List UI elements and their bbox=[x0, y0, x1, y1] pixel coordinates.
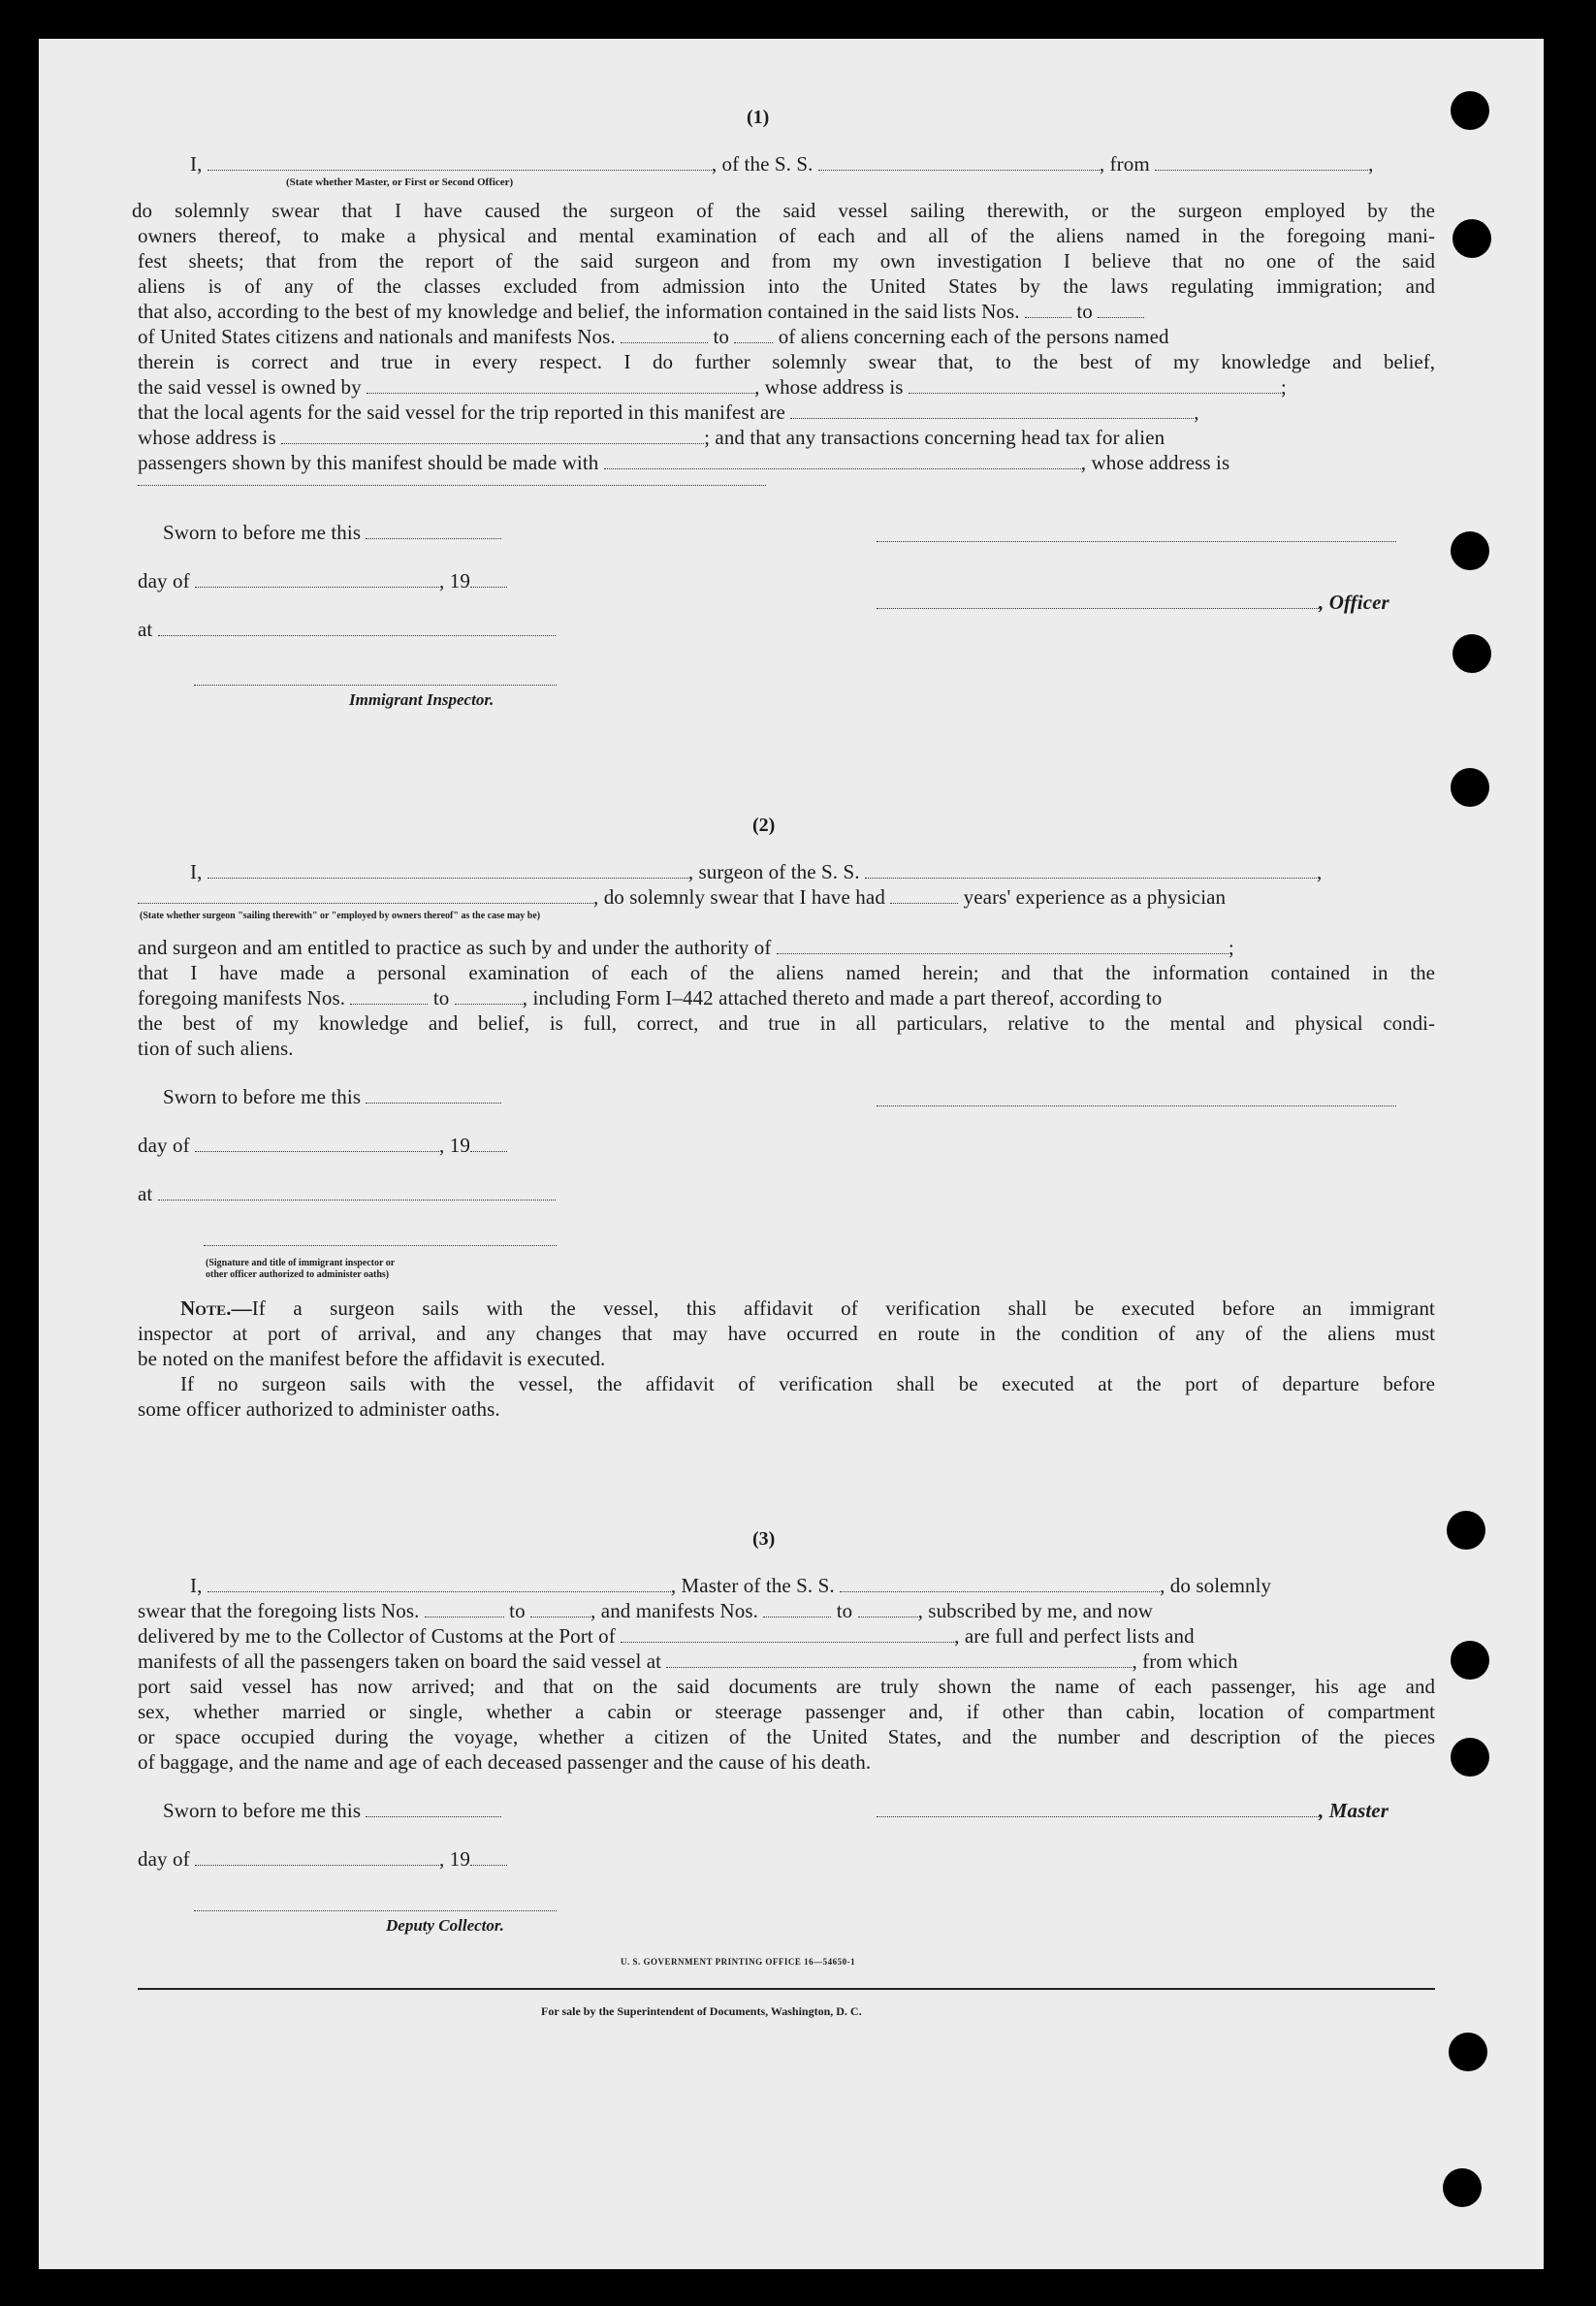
footer-rule bbox=[138, 1988, 1435, 1990]
section-2-heading: (2) bbox=[752, 815, 776, 836]
deputy-collector-caption: Deputy Collector. bbox=[386, 1916, 504, 1935]
embarkation-port-field[interactable] bbox=[666, 1649, 1132, 1668]
port-of-field[interactable] bbox=[621, 1624, 954, 1643]
sig-note-0: (Signature and title of immigrant inspector or bbox=[206, 1258, 396, 1268]
s3-lists-to-field[interactable] bbox=[530, 1599, 591, 1617]
s2-sworn-day-field[interactable] bbox=[366, 1085, 501, 1104]
punch-hole bbox=[1443, 2168, 1482, 2207]
printing-office-imprint: U. S. GOVERNMENT PRINTING OFFICE 16—54650-1 bbox=[621, 1957, 856, 1967]
s1-body-9: whose address is ; and that any transactions concerning head tax for alien bbox=[138, 426, 1165, 449]
s1-body-4: that also, according to the best of my knowledge and belief, the information contained in the said lists Nos. to bbox=[138, 299, 1144, 324]
s1-line1: I, , of the S. S. , from , bbox=[190, 152, 1374, 176]
s3-month-field[interactable] bbox=[195, 1847, 439, 1866]
s1-officer-signature-line[interactable] bbox=[877, 539, 1396, 542]
s2-manifests-to-field[interactable] bbox=[455, 986, 523, 1005]
note-line-0: Note.—If a surgeon sails with the vessel, this affidavit of verification shall be executed before an immigrant bbox=[180, 1297, 1435, 1320]
years-experience-field[interactable] bbox=[890, 885, 958, 904]
head-tax-party-field[interactable] bbox=[604, 451, 1081, 469]
s2-line1: I, , surgeon of the S. S. , bbox=[190, 860, 1323, 883]
address-continuation-line[interactable] bbox=[138, 483, 766, 486]
s3-body-1: delivered by me to the Collector of Customs at the Port of , are full and perfect lists and bbox=[138, 1624, 1195, 1648]
owner-field[interactable] bbox=[367, 375, 754, 394]
s2-at: at bbox=[138, 1181, 556, 1206]
s1-officer-line: , Officer bbox=[877, 590, 1389, 615]
s1-sworn: Sworn to before me this bbox=[163, 520, 501, 545]
s3-sworn: Sworn to before me this bbox=[163, 1798, 501, 1823]
s1-officer-title-field[interactable] bbox=[877, 591, 1319, 609]
punch-hole bbox=[1452, 634, 1491, 673]
punch-hole bbox=[1451, 1738, 1489, 1777]
form-sheet bbox=[39, 39, 1544, 2269]
s1-inspector-signature-line[interactable] bbox=[194, 683, 557, 686]
s1-body-6: therein is correct and true in every respect. I do further solemnly swear that, to the best of my knowledge and belief, bbox=[138, 350, 1435, 373]
s3-body-6: of baggage, and the name and age of each deceased passenger and the cause of his death. bbox=[138, 1750, 872, 1774]
s2-body-4: tion of such aliens. bbox=[138, 1037, 294, 1060]
s1-month-field[interactable] bbox=[195, 569, 439, 588]
note-line-4: some officer authorized to administer oaths. bbox=[138, 1397, 500, 1421]
lists-from-field[interactable] bbox=[1025, 300, 1071, 318]
s3-sworn-day-field[interactable] bbox=[366, 1799, 501, 1817]
s3-body-2: manifests of all the passengers taken on board the said vessel at , from which bbox=[138, 1649, 1238, 1673]
s2-body-0: and surgeon and am entitled to practice as such by and under the authority of ; bbox=[138, 936, 1234, 959]
punch-hole bbox=[1449, 2033, 1487, 2071]
s3-body-4: sex, whether married or single, whether a cabin or steerage passenger and, if other than cabin, location of compartment bbox=[138, 1700, 1435, 1723]
owner-address-field[interactable] bbox=[909, 375, 1281, 394]
s3-manifests-from-field[interactable] bbox=[763, 1599, 831, 1617]
s1-at: at bbox=[138, 617, 556, 642]
s3-vessel-field[interactable] bbox=[840, 1574, 1160, 1592]
s2-month-field[interactable] bbox=[195, 1134, 439, 1152]
s2-at-field[interactable] bbox=[158, 1182, 556, 1201]
s1-body-1: owners thereof, to make a physical and mental examination of each and all of the aliens named in the foregoing mani- bbox=[138, 224, 1435, 247]
s2-day-of: day of , 19 bbox=[138, 1133, 507, 1158]
s1-body-5: of United States citizens and nationals and manifests Nos. to of aliens concerning each of the persons named bbox=[138, 325, 1169, 348]
sig-note-1: other officer authorized to administer oaths) bbox=[206, 1269, 390, 1280]
punch-hole bbox=[1451, 1641, 1489, 1680]
s1-sworn-day-field[interactable] bbox=[366, 521, 501, 539]
s3-master-signature-field[interactable] bbox=[877, 1799, 1319, 1817]
s2-body-1: that I have made a personal examination of each of the aliens named herein; and that the information contained in the bbox=[138, 961, 1435, 984]
surgeon-status-field[interactable] bbox=[138, 885, 593, 904]
s1-day-of: day of , 19 bbox=[138, 568, 507, 593]
s1-body-2: fest sheets; that from the report of the said surgeon and from my own investigation I believe that no one of the said bbox=[138, 249, 1435, 272]
section-1-heading: (1) bbox=[747, 107, 770, 128]
s1-body-0: do solemnly swear that I have caused the surgeon of the said vessel sailing therewith, or the surgeon employed by the bbox=[132, 199, 1435, 222]
section-3-heading: (3) bbox=[752, 1528, 776, 1550]
s1-at-field[interactable] bbox=[158, 618, 556, 636]
local-agents-field[interactable] bbox=[790, 400, 1194, 419]
authority-field[interactable] bbox=[777, 936, 1229, 954]
punch-hole bbox=[1451, 531, 1489, 570]
from-port-field[interactable] bbox=[1155, 152, 1368, 171]
s2-inspector-signature-line[interactable] bbox=[204, 1243, 557, 1246]
s3-body-5: or space occupied during the voyage, whether a citizen of the United States, and the number and description of the pieces bbox=[138, 1725, 1435, 1748]
s1-body-8: that the local agents for the said vessel for the trip reported in this manifest are , bbox=[138, 400, 1199, 424]
master-name-field[interactable] bbox=[207, 1574, 671, 1592]
punch-hole bbox=[1451, 91, 1489, 130]
s2-vessel-field[interactable] bbox=[865, 860, 1317, 879]
s1-body-3: aliens is of any of the classes excluded from admission into the United States by the laws regulating immigration; and bbox=[138, 274, 1435, 298]
vessel-name-field[interactable] bbox=[818, 152, 1100, 171]
officer-name-field[interactable] bbox=[207, 152, 712, 171]
s2-body-3: the best of my knowledge and belief, is full, correct, and true in all particulars, relative to the mental and physical condi- bbox=[138, 1011, 1435, 1035]
punch-hole bbox=[1452, 219, 1491, 258]
surgeon-name-field[interactable] bbox=[207, 860, 688, 879]
manifests-to-field[interactable] bbox=[734, 325, 773, 343]
lists-to-field[interactable] bbox=[1098, 300, 1144, 318]
s3-day-of: day of , 19 bbox=[138, 1846, 507, 1872]
s3-line1: I, , Master of the S. S. , do solemnly bbox=[190, 1574, 1272, 1597]
s3-lists-from-field[interactable] bbox=[425, 1599, 504, 1617]
s3-body-3: port said vessel has now arrived; and that on the said documents are truly shown the name of each passenger, his age and bbox=[138, 1675, 1435, 1698]
s3-collector-signature-line[interactable] bbox=[194, 1908, 557, 1911]
s2-surgeon-signature-line[interactable] bbox=[877, 1104, 1396, 1106]
s2-sworn: Sworn to before me this bbox=[163, 1084, 501, 1109]
s1-body-10: passengers shown by this manifest should be made with , whose address is bbox=[138, 451, 1230, 474]
s2-line2: , do solemnly swear that I have had years' experience as a physician bbox=[138, 884, 1226, 910]
s3-body-0: swear that the foregoing lists Nos. to , and manifests Nos. to , subscribed by me, and now bbox=[138, 1599, 1154, 1622]
agents-address-field[interactable] bbox=[281, 426, 704, 444]
s3-master-line: , Master bbox=[877, 1798, 1389, 1823]
s1-year-field[interactable] bbox=[470, 569, 507, 588]
note-line-3: If no surgeon sails with the vessel, the affidavit of verification shall be executed at the port of departure before bbox=[180, 1372, 1435, 1395]
master-note: (State whether Master, or First or Second Officer) bbox=[286, 176, 514, 188]
s2-manifests-from-field[interactable] bbox=[350, 986, 428, 1005]
s1-body-7: the said vessel is owned by , whose address is ; bbox=[138, 375, 1287, 399]
s3-manifests-to-field[interactable] bbox=[858, 1599, 918, 1617]
s2-year-field[interactable] bbox=[470, 1134, 507, 1152]
punch-hole bbox=[1447, 1511, 1485, 1550]
note-line-2: be noted on the manifest before the affidavit is executed. bbox=[138, 1347, 606, 1370]
manifests-from-field[interactable] bbox=[621, 325, 708, 343]
punch-hole bbox=[1451, 768, 1489, 807]
sale-notice: For sale by the Superintendent of Documents, Washington, D. C. bbox=[541, 2004, 862, 2018]
immigrant-inspector-caption: Immigrant Inspector. bbox=[349, 690, 495, 709]
s3-year-field[interactable] bbox=[470, 1847, 507, 1866]
note-line-1: inspector at port of arrival, and any changes that may have occurred en route in the condition of any of the aliens must bbox=[138, 1322, 1435, 1345]
s2-body-2: foregoing manifests Nos. to , including Form I–442 attached thereto and made a part thereof, according to bbox=[138, 986, 1163, 1009]
surgeon-note: (State whether surgeon "sailing therewith" or "employed by owners thereof" as the case may be) bbox=[140, 911, 541, 921]
